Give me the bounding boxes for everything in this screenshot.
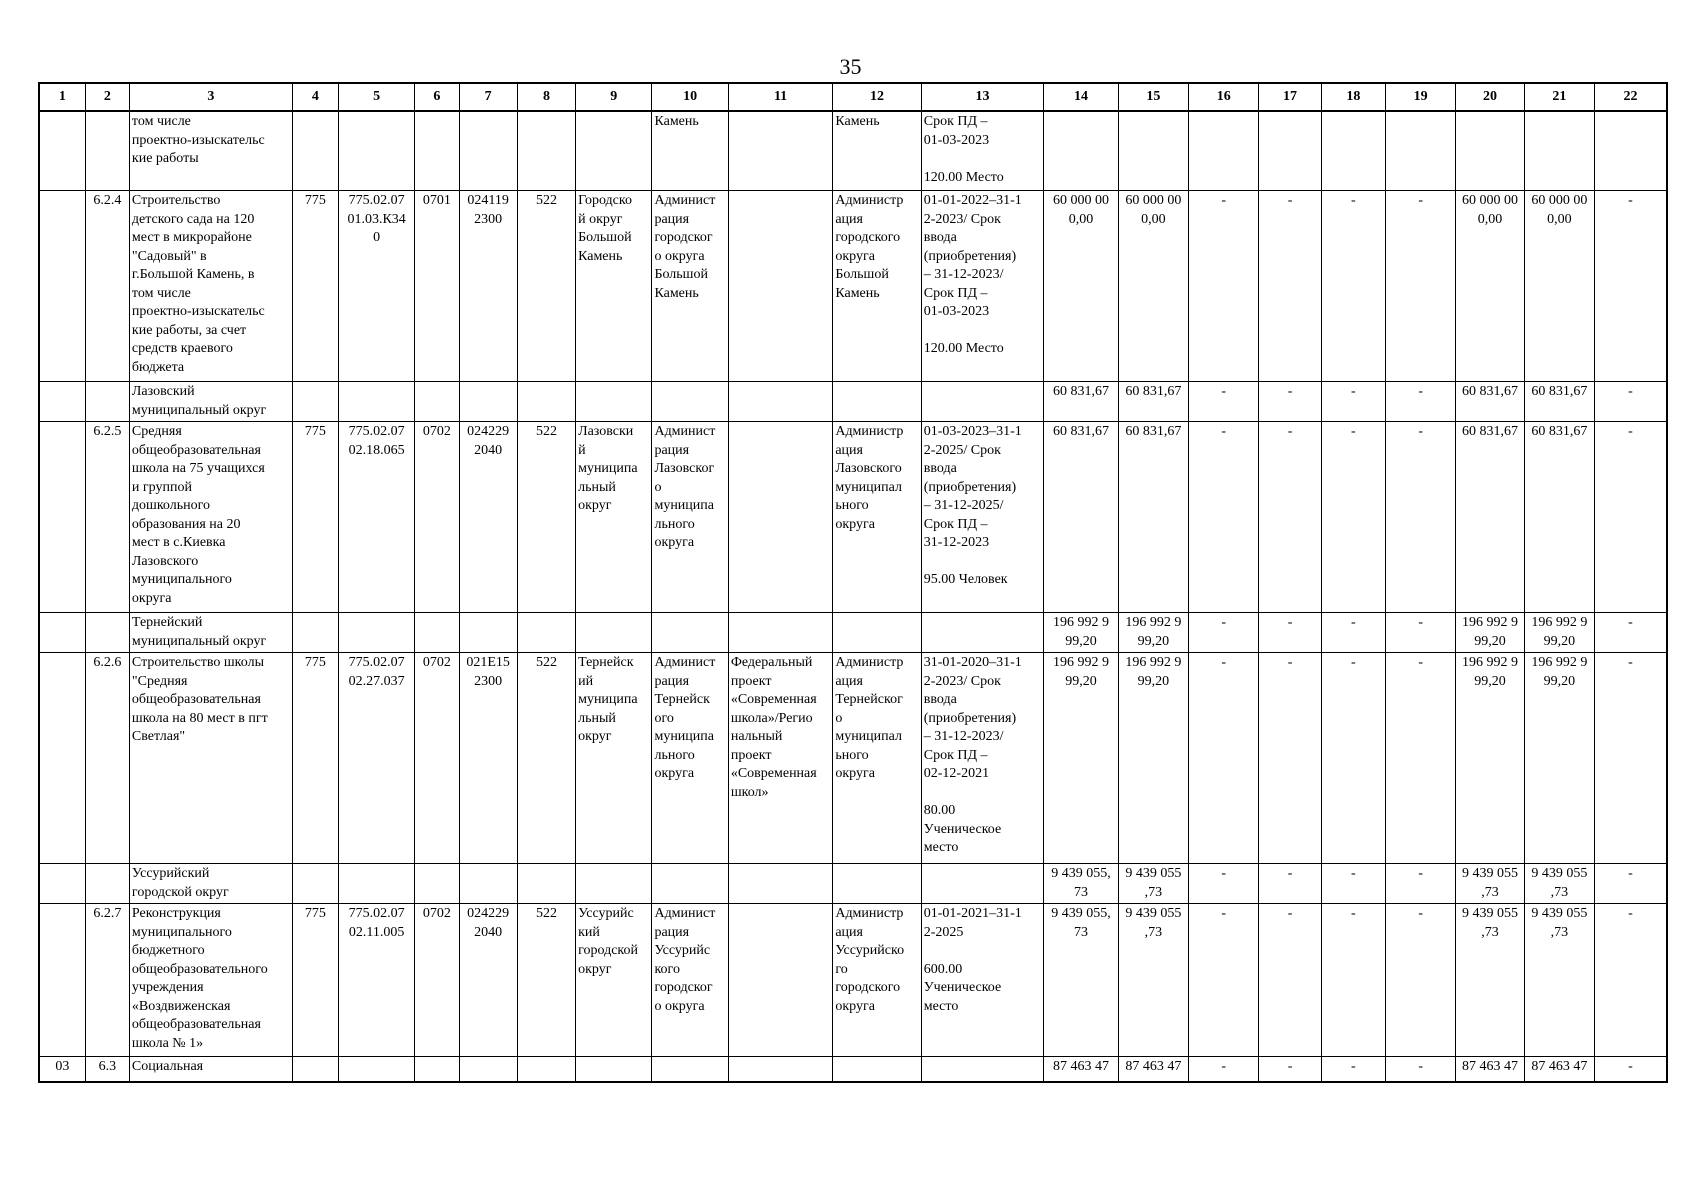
table-cell: - <box>1321 904 1385 1057</box>
table-row <box>39 904 1667 1057</box>
table-cell: Строительство школы "Средняя общеобразовательная школа на 80 мест в пгт Светлая" <box>129 653 292 864</box>
table-cell: 0702 <box>415 653 459 864</box>
table-cell: - <box>1321 653 1385 864</box>
table-cell: - <box>1259 191 1321 382</box>
header-cell: 13 <box>921 83 1044 111</box>
table-cell: 87 463 47 <box>1456 1057 1524 1083</box>
table-cell: 31-01-2020–31-1 2-2023/ Срок ввода (приобретения) – 31-12-2023/ Срок ПД – 02-12-2021 80.00 Ученическое место <box>921 653 1044 864</box>
table-cell: 9 439 055, 73 <box>1044 864 1118 904</box>
table-cell: - <box>1595 191 1667 382</box>
table-cell <box>39 904 85 1057</box>
table-cell <box>728 422 833 613</box>
table-cell: - <box>1189 422 1259 613</box>
table-cell: - <box>1321 422 1385 613</box>
table-cell <box>1189 111 1259 191</box>
header-cell: 14 <box>1044 83 1118 111</box>
header-cell: 15 <box>1118 83 1188 111</box>
table-cell: Админист рация Тернейск ого муниципа льного округа <box>652 653 728 864</box>
table-cell: 196 992 9 99,20 <box>1456 613 1524 653</box>
header-cell: 6 <box>415 83 459 111</box>
table-cell <box>1524 111 1594 191</box>
table-cell <box>517 613 575 653</box>
table-cell: - <box>1189 1057 1259 1083</box>
table-cell: - <box>1595 422 1667 613</box>
table-cell <box>415 864 459 904</box>
header-cell: 11 <box>728 83 833 111</box>
table-cell: 87 463 47 <box>1118 1057 1188 1083</box>
table-cell: - <box>1321 613 1385 653</box>
table-cell <box>576 613 652 653</box>
table-cell: Админист рация Лазовског о муниципа льного округа <box>652 422 728 613</box>
table-cell: - <box>1595 1057 1667 1083</box>
table-row <box>39 613 1667 653</box>
table-cell: - <box>1386 613 1456 653</box>
table-cell: Средняя общеобразовательная школа на 75 учащихся и группой дошкольного образования на 20 мест в с.Киевка Лазовского муниципального округа <box>129 422 292 613</box>
table-cell: 60 831,67 <box>1456 422 1524 613</box>
table-cell: 196 992 9 99,20 <box>1118 653 1188 864</box>
header-cell: 16 <box>1189 83 1259 111</box>
table-cell <box>1259 111 1321 191</box>
table-cell <box>517 382 575 422</box>
table-row <box>39 1057 1667 1083</box>
table-cell: Строительство детского сада на 120 мест в микрорайоне "Садовый" в г.Большой Камень, в том числе проектно-изыскательс кие работы, за счет средств краевого бюджета <box>129 191 292 382</box>
table-cell: 03 <box>39 1057 85 1083</box>
table-cell: 60 831,67 <box>1524 382 1594 422</box>
table-cell <box>415 382 459 422</box>
table-cell: Камень <box>652 111 728 191</box>
table-row <box>39 864 1667 904</box>
table-cell <box>85 864 129 904</box>
table-cell: Админист рация Уссурийс кого городског о округа <box>652 904 728 1057</box>
table-cell: - <box>1259 864 1321 904</box>
table-cell <box>517 864 575 904</box>
table-cell: 60 831,67 <box>1118 422 1188 613</box>
table-cell: - <box>1189 653 1259 864</box>
table-cell: 522 <box>517 653 575 864</box>
table-cell: Камень <box>833 111 921 191</box>
table-cell: - <box>1321 382 1385 422</box>
table-cell: 024229 2040 <box>459 422 517 613</box>
page-number: 35 <box>839 54 862 79</box>
table-cell <box>833 864 921 904</box>
table-cell: - <box>1595 864 1667 904</box>
table-cell: - <box>1259 1057 1321 1083</box>
table-cell: - <box>1259 653 1321 864</box>
table-cell: - <box>1321 191 1385 382</box>
table-cell <box>39 382 85 422</box>
table-cell <box>338 613 414 653</box>
table-cell: - <box>1386 864 1456 904</box>
table-cell: 021E15 2300 <box>459 653 517 864</box>
table-cell <box>39 111 85 191</box>
table-cell: 522 <box>517 191 575 382</box>
table-cell: 196 992 9 99,20 <box>1044 613 1118 653</box>
table-cell <box>728 111 833 191</box>
table-cell <box>39 653 85 864</box>
table-cell <box>292 613 338 653</box>
table-cell: 775.02.07 01.03.К34 0 <box>338 191 414 382</box>
header-cell: 22 <box>1595 83 1667 111</box>
table-cell: Лазовский муниципальный округ <box>129 382 292 422</box>
header-cell: 1 <box>39 83 85 111</box>
header-cell: 20 <box>1456 83 1524 111</box>
table-cell <box>728 613 833 653</box>
table-cell: 6.2.6 <box>85 653 129 864</box>
table-cell: 775 <box>292 904 338 1057</box>
table-cell <box>652 1057 728 1083</box>
table-cell: 60 000 00 0,00 <box>1044 191 1118 382</box>
table-cell: Тернейский муниципальный округ <box>129 613 292 653</box>
table-cell: 6.2.4 <box>85 191 129 382</box>
table-cell: 60 831,67 <box>1524 422 1594 613</box>
header-row <box>39 83 1667 111</box>
table-cell <box>652 382 728 422</box>
table-cell: 60 831,67 <box>1044 382 1118 422</box>
table-cell: - <box>1595 904 1667 1057</box>
table-cell: 60 831,67 <box>1044 422 1118 613</box>
table-cell: Городско й округ Большой Камень <box>576 191 652 382</box>
table-cell: 87 463 47 <box>1044 1057 1118 1083</box>
table-cell <box>39 864 85 904</box>
table-cell: 196 992 9 99,20 <box>1456 653 1524 864</box>
table-cell: - <box>1386 1057 1456 1083</box>
table-cell: 775.02.07 02.18.065 <box>338 422 414 613</box>
table-cell <box>728 382 833 422</box>
table-cell: 9 439 055 ,73 <box>1118 904 1188 1057</box>
table-cell <box>459 382 517 422</box>
table-cell <box>921 1057 1044 1083</box>
table-cell <box>728 864 833 904</box>
table-row <box>39 191 1667 382</box>
header-cell: 18 <box>1321 83 1385 111</box>
table-cell <box>1595 111 1667 191</box>
table-cell: 024229 2040 <box>459 904 517 1057</box>
header-cell: 7 <box>459 83 517 111</box>
table-cell: 60 000 00 0,00 <box>1524 191 1594 382</box>
table-cell <box>728 904 833 1057</box>
table-cell <box>1044 111 1118 191</box>
table-cell <box>459 111 517 191</box>
table-cell: 196 992 9 99,20 <box>1524 653 1594 864</box>
table-cell <box>833 613 921 653</box>
table-cell <box>459 864 517 904</box>
table-row <box>39 382 1667 422</box>
table-cell: 9 439 055 ,73 <box>1118 864 1188 904</box>
table-cell: - <box>1386 382 1456 422</box>
table-cell <box>338 864 414 904</box>
table-cell <box>576 111 652 191</box>
table-cell: - <box>1386 191 1456 382</box>
table-cell <box>517 1057 575 1083</box>
header-cell: 4 <box>292 83 338 111</box>
table-cell: 522 <box>517 904 575 1057</box>
header-cell: 8 <box>517 83 575 111</box>
table-cell <box>338 382 414 422</box>
table-cell: - <box>1259 613 1321 653</box>
table-cell: - <box>1595 613 1667 653</box>
table-cell <box>459 1057 517 1083</box>
table-cell <box>576 1057 652 1083</box>
header-cell: 2 <box>85 83 129 111</box>
table-cell: 6.3 <box>85 1057 129 1083</box>
table-cell: 60 000 00 0,00 <box>1456 191 1524 382</box>
table-cell <box>1456 111 1524 191</box>
table-cell: Администр ация Тернейског о муниципал ьного округа <box>833 653 921 864</box>
table-cell: 775 <box>292 422 338 613</box>
table-cell <box>1321 111 1385 191</box>
table-cell: Реконструкция муниципального бюджетного общеобразовательного учреждения «Воздвиженская общеобразовательная школа № 1» <box>129 904 292 1057</box>
table-cell: Лазовски й муниципа льный округ <box>576 422 652 613</box>
table-cell <box>292 1057 338 1083</box>
table-cell: 9 439 055 ,73 <box>1524 904 1594 1057</box>
table-cell <box>652 864 728 904</box>
table-row <box>39 422 1667 613</box>
table-cell <box>728 1057 833 1083</box>
table-cell: - <box>1189 613 1259 653</box>
table-cell <box>292 864 338 904</box>
table-cell <box>728 191 833 382</box>
table-cell: - <box>1386 904 1456 1057</box>
table-cell: Социальная <box>129 1057 292 1083</box>
table-cell: 775.02.07 02.27.037 <box>338 653 414 864</box>
table-cell: - <box>1386 422 1456 613</box>
table-cell: 775 <box>292 191 338 382</box>
header-cell: 10 <box>652 83 728 111</box>
table-cell: 522 <box>517 422 575 613</box>
table-cell: - <box>1259 382 1321 422</box>
table-cell <box>85 382 129 422</box>
table-cell: 6.2.5 <box>85 422 129 613</box>
table-row <box>39 111 1667 191</box>
table-cell <box>292 382 338 422</box>
table-cell <box>1118 111 1188 191</box>
table-cell: 775 <box>292 653 338 864</box>
table-cell <box>576 382 652 422</box>
table-cell <box>921 613 1044 653</box>
table-cell: 01-03-2023–31-1 2-2025/ Срок ввода (приобретения) – 31-12-2025/ Срок ПД – 31-12-2023 95.00 Человек <box>921 422 1044 613</box>
table-cell: - <box>1189 904 1259 1057</box>
table-cell: 9 439 055 ,73 <box>1524 864 1594 904</box>
table-cell: Администр ация городского округа Большой Камень <box>833 191 921 382</box>
header-cell: 12 <box>833 83 921 111</box>
table-cell <box>415 613 459 653</box>
header-cell: 17 <box>1259 83 1321 111</box>
table-cell <box>459 613 517 653</box>
table-cell: - <box>1259 422 1321 613</box>
table-cell: 87 463 47 <box>1524 1057 1594 1083</box>
table-cell <box>833 1057 921 1083</box>
table-cell: 60 000 00 0,00 <box>1118 191 1188 382</box>
header-cell: 19 <box>1386 83 1456 111</box>
table-cell: 9 439 055, 73 <box>1044 904 1118 1057</box>
investment-table <box>38 82 1668 1083</box>
table-cell: - <box>1321 1057 1385 1083</box>
table-cell <box>1386 111 1456 191</box>
table-cell <box>576 864 652 904</box>
table-cell <box>292 111 338 191</box>
table-cell: Уссурийс кий городской округ <box>576 904 652 1057</box>
table-cell: Уссурийский городской округ <box>129 864 292 904</box>
table-cell: Тернейск ий муниципа льный округ <box>576 653 652 864</box>
table-cell <box>338 111 414 191</box>
table-cell: 196 992 9 99,20 <box>1118 613 1188 653</box>
table-cell: 6.2.7 <box>85 904 129 1057</box>
table-cell <box>415 111 459 191</box>
table-cell: - <box>1189 864 1259 904</box>
table-cell: Админист рация городског о округа Большой Камень <box>652 191 728 382</box>
table-cell <box>39 191 85 382</box>
table-cell: - <box>1386 653 1456 864</box>
header-cell: 3 <box>129 83 292 111</box>
table-cell: 01-01-2022–31-1 2-2023/ Срок ввода (приобретения) – 31-12-2023/ Срок ПД – 01-03-2023 120.00 Место <box>921 191 1044 382</box>
table-cell: 196 992 9 99,20 <box>1524 613 1594 653</box>
table-cell: Администр ация Лазовского муниципал ьного округа <box>833 422 921 613</box>
table-cell: 196 992 9 99,20 <box>1044 653 1118 864</box>
table-cell <box>39 422 85 613</box>
table-cell: - <box>1189 191 1259 382</box>
table-cell: Администр ация Уссурийско го городского округа <box>833 904 921 1057</box>
header-cell: 9 <box>576 83 652 111</box>
table-cell: 9 439 055 ,73 <box>1456 864 1524 904</box>
table-cell: Федеральный проект «Современная школа»/Регио нальный проект «Современная школ» <box>728 653 833 864</box>
table-cell <box>415 1057 459 1083</box>
table-cell: - <box>1189 382 1259 422</box>
table-cell <box>921 382 1044 422</box>
table-cell: - <box>1321 864 1385 904</box>
table-cell <box>338 1057 414 1083</box>
table-cell <box>652 613 728 653</box>
table-cell: - <box>1595 653 1667 864</box>
table-cell: 9 439 055 ,73 <box>1456 904 1524 1057</box>
table-cell <box>85 111 129 191</box>
table-cell: 01-01-2021–31-1 2-2025 600.00 Ученическое место <box>921 904 1044 1057</box>
table-cell: 0701 <box>415 191 459 382</box>
table-cell: 60 831,67 <box>1118 382 1188 422</box>
header-cell: 5 <box>338 83 414 111</box>
table-cell: 60 831,67 <box>1456 382 1524 422</box>
table-cell: - <box>1259 904 1321 1057</box>
table-cell: том числе проектно-изыскательс кие работы <box>129 111 292 191</box>
table-cell: 0702 <box>415 422 459 613</box>
table-cell: 0702 <box>415 904 459 1057</box>
table-cell: - <box>1595 382 1667 422</box>
table-row <box>39 653 1667 864</box>
table-cell: 775.02.07 02.11.005 <box>338 904 414 1057</box>
header-cell: 21 <box>1524 83 1594 111</box>
table-cell <box>517 111 575 191</box>
table-cell <box>85 613 129 653</box>
table-cell <box>833 382 921 422</box>
table-cell <box>39 613 85 653</box>
table-cell: Срок ПД – 01-03-2023 120.00 Место <box>921 111 1044 191</box>
table-cell <box>921 864 1044 904</box>
table-cell: 024119 2300 <box>459 191 517 382</box>
